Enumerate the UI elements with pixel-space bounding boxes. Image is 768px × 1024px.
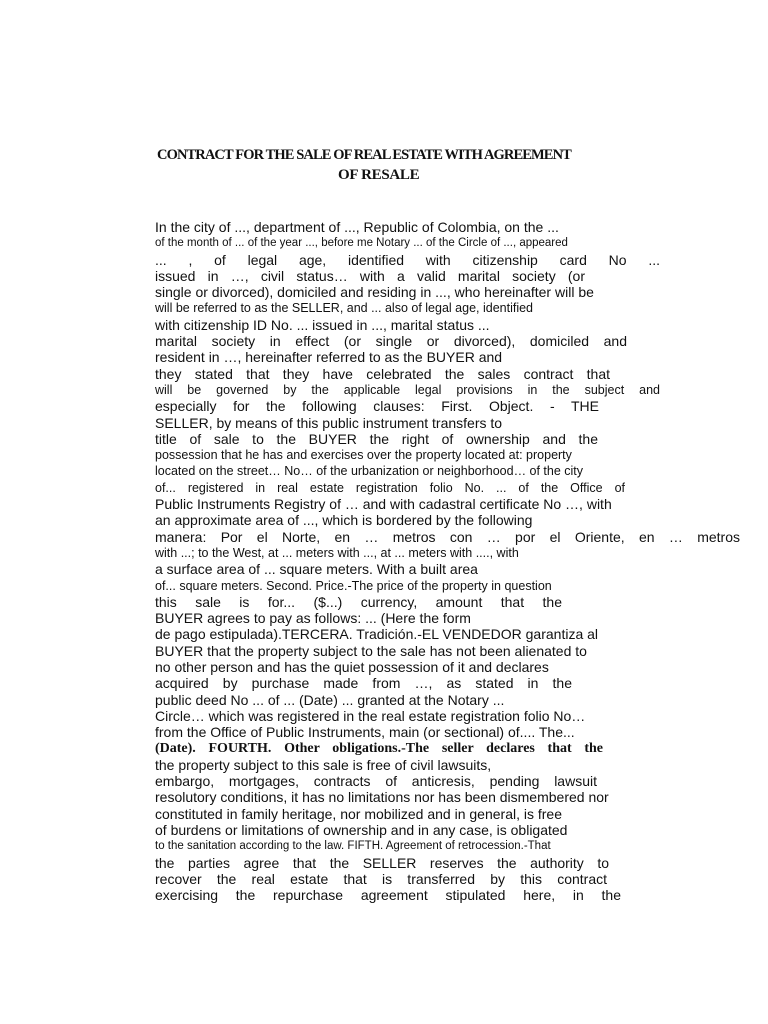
body-line: issued in …, civil status… with a valid marital society (or [155,267,585,284]
body-line: ... , of legal age, identified with citizenship card No ... [155,251,660,268]
body-line: they stated that they have celebrated the sales contract that [155,365,610,382]
body-line: Circle… which was registered in the real estate registration folio No… [155,707,586,724]
body-line: BUYER agrees to pay as follows: ... (Here the form [155,610,471,627]
body-line: acquired by purchase made from …, as stated in the [155,675,572,692]
body-line: to the sanitation according to the law. FIFTH. Agreement of retrocession.-That [155,840,551,853]
body-line: from the Office of Public Instruments, main (or sectional) of.... The... [155,724,575,741]
body-line: of... square meters. Second. Price.-The price of the property in question [155,578,552,593]
body-line: will be governed by the applicable legal provisions in the subject and [155,382,660,397]
body-line: embargo, mortgages, contracts of anticresis, pending lawsuit [155,773,597,790]
body-line: de pago estipulada).TERCERA. Tradición.-EL VENDEDOR garantiza al [155,626,599,643]
body-line: exercising the repurchase agreement stipulated here, in the [155,887,621,904]
body-line: possession that he has and exercises over the property located at: property [155,448,572,463]
body-line: will be referred to as the SELLER, and ... also of legal age, identified [155,301,534,316]
body-line: BUYER that the property subject to the sale has not been alienated to [155,642,587,659]
body-line: recover the real estate that is transferred by this contract [155,870,607,887]
body-line: resolutory conditions, it has no limitations nor has been dismembered nor [155,789,609,806]
body-line: Public Instruments Registry of … and with cadastral certificate No …, with [155,496,612,513]
body-line: single or divorced), domiciled and residing in ..., who hereinafter will be [155,284,594,301]
body-line: this sale is for... ($...) currency, amount that the [155,593,562,610]
body-line: SELLER, by means of this public instrument transfers to [155,414,503,431]
body-line: the property subject to this sale is free of civil lawsuits, [155,756,492,773]
body-line: manera: Por el Norte, en … metros con … por el Oriente, en … metros [155,528,740,545]
body-line: of... registered in real estate registration folio No. ... of the Office of [155,480,625,495]
body-line: title of sale to the BUYER the right of ownership and the [155,430,598,447]
document-body [155,219,765,903]
body-line: public deed No ... of ... (Date) ... granted at the Notary ... [155,691,505,708]
body-line: marital society in effect (or single or divorced), domiciled and [155,333,627,350]
body-line: located on the street… No… of the urbanization or neighborhood… of the city [155,464,584,479]
body-line: (Date). FOURTH. Other obligations.-The seller declares that the [155,740,603,756]
body-line: especially for the following clauses: First. Object. - THE [155,398,599,415]
body-line: with ...; to the West, at ... meters with ..., at ... meters with ...., with [155,545,519,560]
body-line: with citizenship ID No. ... issued in ..., marital status ... [155,316,490,333]
body-line: a surface area of ... square meters. With a built area [155,561,478,578]
body-line: no other person and has the quiet possession of it and declares [155,659,549,676]
body-line: In the city of ..., department of ..., Republic of Colombia, on the ... [155,219,559,235]
body-line: an approximate area of ..., which is bordered by the following [155,512,533,529]
body-line: the parties agree that the SELLER reserves the authority to [155,854,609,871]
body-line: of the month of ... of the year ..., before me Notary ... of the Circle of ..., appeared [155,237,568,250]
document-title-line-1: CONTRACT FOR THE SALE OF REAL ESTATE WITH AGREEMENT [157,147,571,163]
body-line: of burdens or limitations of ownership and in any case, is obligated [155,821,568,838]
body-line: constituted in family heritage, nor mobilized and in general, is free [155,805,562,822]
body-line: resident in …, hereinafter referred to as the BUYER and [155,349,503,366]
document-title-line-2: OF RESALE [338,167,420,183]
